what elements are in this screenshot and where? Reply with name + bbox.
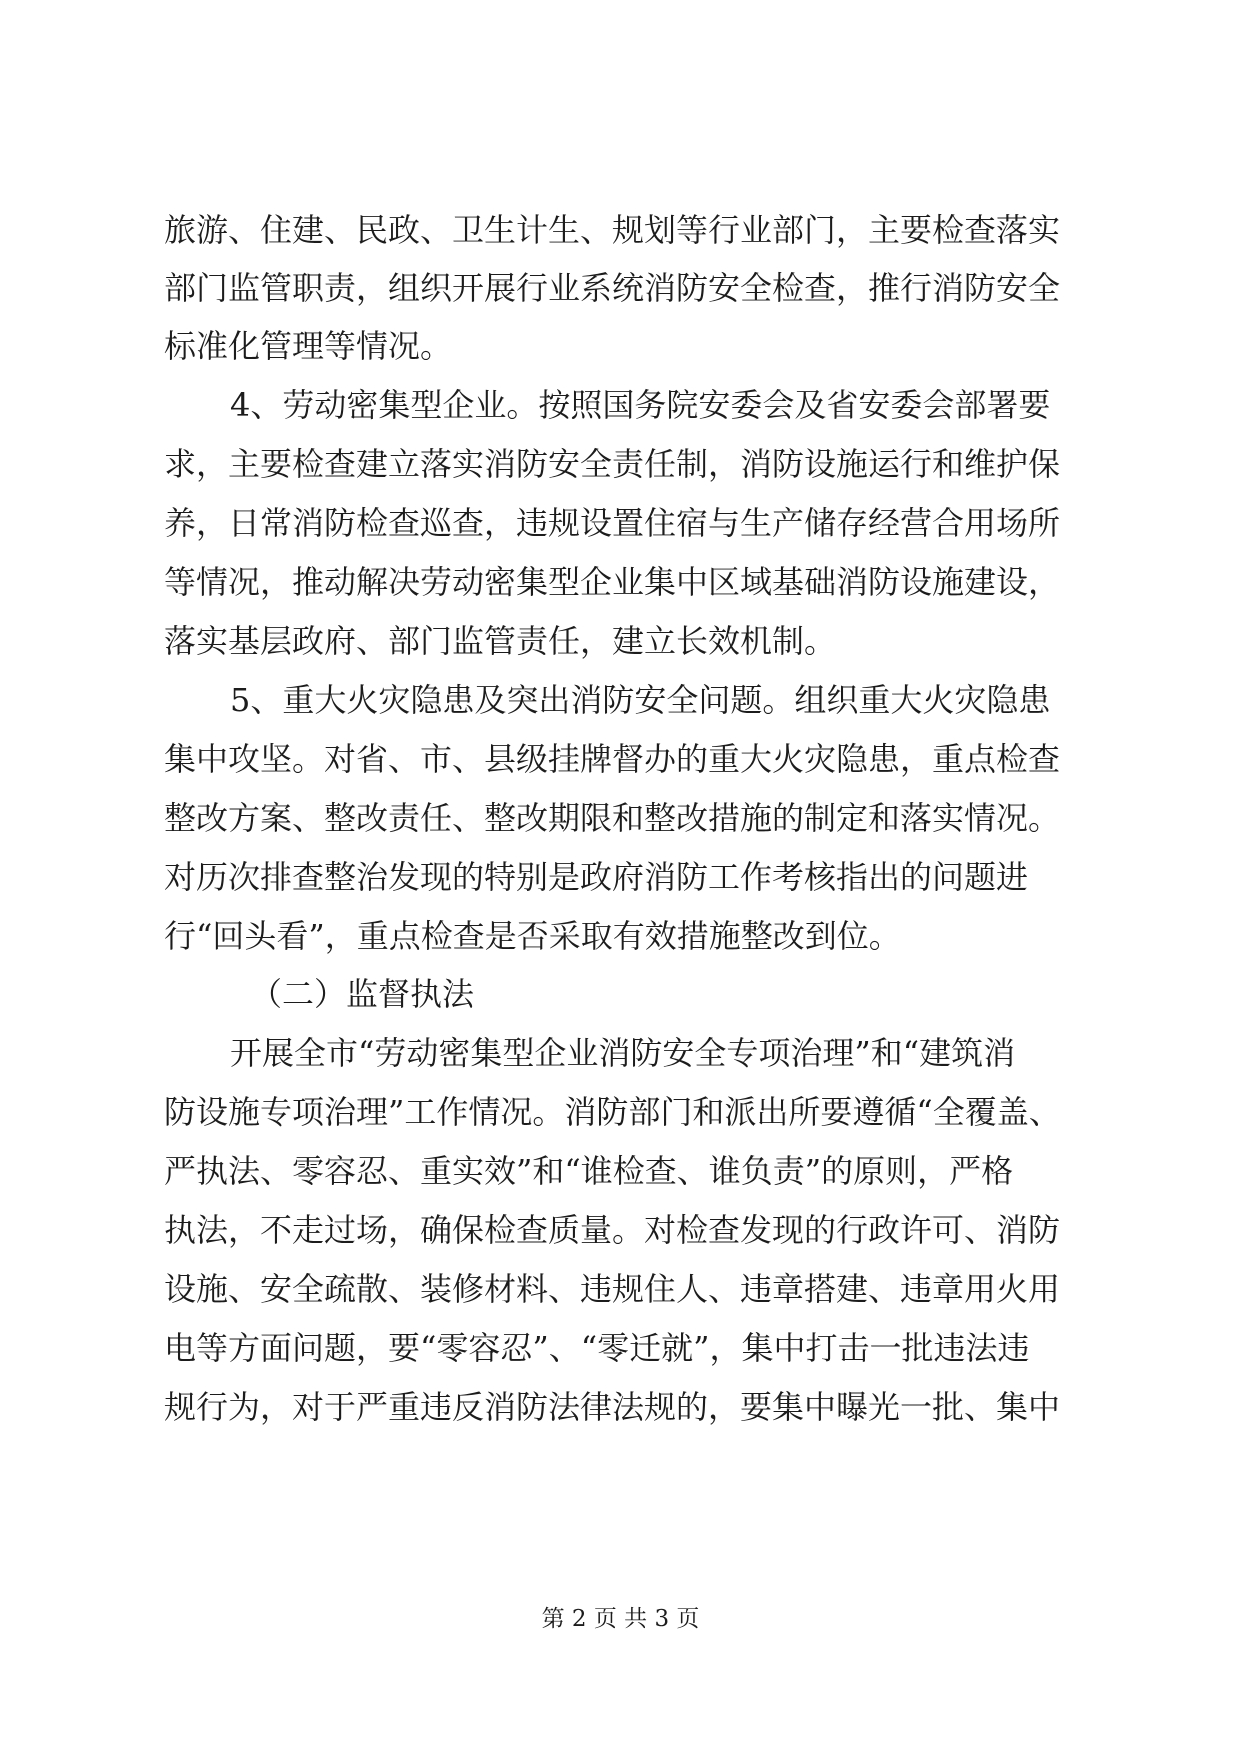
text-line: 落实基层政府、部门监管责任，建立长效机制。: [164, 622, 837, 660]
text-line: 对历次排查整治发现的特别是政府消防工作考核指出的问题进: [164, 858, 1029, 896]
text-line: 执法，不走过场，确保检查质量。对检查发现的行政许可、消防: [164, 1211, 1061, 1249]
section-heading-supervision: （二）监督执法: [250, 975, 475, 1013]
text-line: 旅游、住建、民政、卫生计生、规划等行业部门，主要检查落实: [164, 211, 1061, 249]
text-line: 养，日常消防检查巡查，违规设置住宿与生产储存经营合用场所: [164, 504, 1061, 542]
text-line: 严执法、零容忍、重实效”和“谁检查、谁负责”的原则，严格: [164, 1152, 1014, 1190]
text-line: 标准化管理等情况。: [164, 327, 453, 365]
text-line: 5、重大火灾隐患及突出消防安全问题。组织重大火灾隐患: [230, 681, 1051, 719]
page-footer: 第 2 页 共 3 页: [541, 1606, 700, 1632]
text-line: 开展全市“劳动密集型企业消防安全专项治理”和“建筑消: [230, 1034, 1016, 1072]
text-line: 电等方面问题，要“零容忍”、“零迁就”，集中打击一批违法违: [164, 1329, 1030, 1367]
text-line: 4、劳动密集型企业。按照国务院安委会及省安委会部署要: [230, 386, 1051, 424]
text-line: 防设施专项治理”工作情况。消防部门和派出所要遵循“全覆盖、: [164, 1093, 1061, 1131]
text-line: 部门监管职责，组织开展行业系统消防安全检查，推行消防安全: [164, 269, 1061, 307]
text-line: 集中攻坚。对省、市、县级挂牌督办的重大火灾隐患，重点检查: [164, 740, 1061, 778]
text-line: 整改方案、整改责任、整改期限和整改措施的制定和落实情况。: [164, 799, 1061, 837]
text-line: 行“回头看”，重点检查是否采取有效措施整改到位。: [164, 917, 901, 955]
text-line: 等情况，推动解决劳动密集型企业集中区域基础消防设施建设，: [164, 563, 1061, 601]
text-line: 求，主要检查建立落实消防安全责任制，消防设施运行和维护保: [164, 445, 1061, 483]
text-line: 规行为，对于严重违反消防法律法规的，要集中曝光一批、集中: [164, 1388, 1061, 1426]
text-line: 设施、安全疏散、装修材料、违规住人、违章搭建、违章用火用: [164, 1270, 1061, 1308]
